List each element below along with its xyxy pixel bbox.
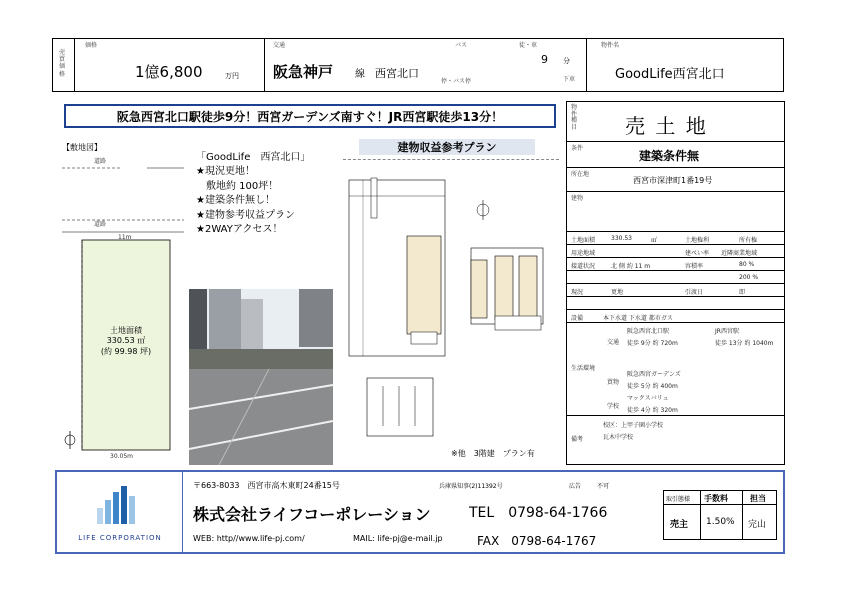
person-value: 完山 (748, 520, 767, 530)
step-label: 下車 (563, 76, 576, 83)
header (52, 38, 784, 92)
location-label: 所在地 (571, 171, 590, 178)
land-right-label: 土地権利 (685, 237, 710, 244)
feature-item: ★現況更地！ (196, 166, 255, 177)
condition-label: 条件 (571, 145, 584, 152)
plot-bottom-label: 30.05m (110, 453, 134, 460)
feature-item: ★建築条件無し！ (196, 195, 275, 206)
features-title: 「GoodLife 西宮北口」 (196, 152, 311, 163)
company-fax: FAX 0798-64-1767 (477, 534, 597, 548)
zoning-label: 用途地域 (571, 250, 596, 257)
station-2: JR西宮駅 (715, 328, 739, 335)
road-top-label: 道路 (94, 158, 107, 165)
feature-item: ★2WAYアクセス！ (196, 224, 283, 235)
company-footer (55, 470, 785, 554)
headline-banner (64, 104, 556, 128)
features (196, 150, 366, 238)
coverage-label: 建ぺい率 (685, 250, 710, 257)
plot-diagram (62, 140, 184, 464)
sale-label: 売買価格 (59, 49, 66, 78)
land-area-unit: ㎡ (651, 237, 658, 244)
floor-plan-diagram (343, 160, 559, 450)
condition-row (567, 142, 784, 168)
land-area-value: 330.53 (611, 235, 632, 242)
access-label: 交通 (607, 339, 620, 346)
bus-stop-label: 停・バス停 (441, 78, 472, 85)
facilities-value: 本下水道 下水道 都市ガス (603, 315, 673, 322)
price-cell (75, 39, 265, 91)
station-1-time: 徒歩 9分 約 720m (627, 340, 678, 347)
price-label: 価格 (85, 42, 98, 49)
fee-label: 手数料 (704, 494, 728, 503)
delivery-label: 引渡日 (685, 289, 704, 296)
company-address: 〒663-8033 西宮市高木東町24番15号 (193, 481, 340, 490)
env-label: 生活環境 (571, 365, 596, 372)
delivery-value: 即 (739, 289, 746, 296)
ad-label: 広告 (569, 483, 582, 490)
note-line-2: 瓦木中学校 (603, 434, 634, 441)
transport-label: 交通 (273, 42, 286, 49)
line-name: 阪急神戸 (273, 63, 334, 81)
kind-row (567, 102, 784, 142)
shop-2-time: 徒歩 4分 約 320m (627, 407, 678, 414)
address: 西宮市深津町1番19号 (633, 176, 713, 185)
road-label: 接道状況 (571, 263, 596, 270)
station-2-time: 徒歩 13分 約 1040m (715, 340, 774, 347)
shop-2: マックスバリュ (627, 395, 669, 402)
current-value: 更地 (611, 289, 624, 296)
price-value: 1億6,800 (135, 63, 203, 81)
bus-label: バス (455, 42, 468, 49)
coverage-value: 80 % (739, 261, 755, 268)
shopping-label: 買物 (607, 379, 620, 386)
feature-item: 敷地約 100坪！ (196, 180, 279, 192)
building-row (567, 192, 784, 232)
land-area-row (567, 232, 784, 245)
line-suffix: 線 (355, 69, 365, 80)
trade-table (663, 490, 777, 540)
logo-text: LIFE CORPORATION (78, 534, 162, 542)
facilities-row (567, 310, 784, 323)
site-photo (189, 289, 333, 465)
minute-unit: 分 (563, 57, 570, 65)
plan-title-text: 建物収益参考プラン (397, 141, 497, 154)
note-line-1: 校区：上甲子園小学校 (603, 422, 664, 429)
license-number: 兵庫県知事(2)11392号 (439, 483, 503, 490)
road-mid-label: 道路 (94, 221, 107, 228)
trade-label: 取引態様 (666, 496, 691, 503)
minutes: 9 (541, 53, 548, 66)
company-tel: TEL 0798-64-1766 (469, 505, 608, 521)
headline-text: 阪急西宮北口駅徒歩9分！西宮ガーデンズ南すぐ！JR西宮駅徒歩13分！ (116, 109, 504, 124)
notes-label: 備考 (571, 436, 584, 443)
condition-value: 建築条件無 (639, 149, 700, 163)
building-plan (343, 159, 559, 465)
far-row (567, 271, 784, 284)
station-name: 西宮北口 (375, 67, 419, 80)
road-value: 北 側 約 11 m (611, 263, 651, 270)
far-label: 容積率 (685, 263, 704, 270)
blank-row (567, 297, 784, 310)
logo-area (57, 472, 183, 552)
current-label: 現況 (571, 289, 584, 296)
ad-value: 不可 (597, 483, 610, 490)
feature-item: ★建物参考収益プラン (196, 209, 295, 221)
trade-value: 売主 (670, 520, 689, 530)
site-photo-image (189, 289, 333, 465)
property-name-label: 物件名 (601, 42, 620, 49)
environment-block (567, 323, 784, 416)
plot-map (62, 140, 184, 464)
school-label: 学校 (607, 403, 620, 410)
company-logo-icon (97, 486, 137, 526)
current-row (567, 284, 784, 297)
address-row (567, 168, 784, 192)
property-name: GoodLife西宮北口 (615, 67, 725, 82)
building-label: 建物 (571, 195, 584, 202)
walk-label: 徒・車 (519, 42, 538, 49)
far-value: 200 % (739, 274, 759, 281)
shop-1: 阪急西宮ガーデンズ (627, 371, 681, 378)
plot-area-tsubo: (約 99.98 坪) (100, 346, 152, 356)
company-web[interactable]: WEB: http//www.life-pj.com/ (193, 534, 305, 543)
company-name: 株式会社ライフコーポレーション (193, 505, 431, 524)
person-label: 担当 (750, 494, 766, 503)
plot-area-label: 土地面積 (110, 326, 142, 335)
shop-1-time: 徒歩 5分 約 400m (627, 383, 678, 390)
zoning-value: 近隣商業地域 (721, 250, 758, 257)
land-right-value: 所有権 (739, 237, 758, 244)
station-1: 阪急西宮北口駅 (627, 328, 670, 335)
plan-title (359, 139, 535, 155)
transport-cell (265, 39, 587, 91)
property-kind: 売 土 地 (625, 114, 708, 138)
plot-area-block (84, 326, 168, 357)
plan-note: ※他 3階建 プラン有 (451, 449, 535, 458)
plot-width-label: 11m (118, 234, 132, 241)
property-details (566, 101, 785, 465)
facilities-label: 設備 (571, 315, 584, 322)
sale-label-cell (53, 39, 75, 91)
price-unit: 万円 (225, 72, 239, 80)
fee-value: 1.50% (706, 517, 735, 527)
notes-block (567, 416, 784, 466)
land-area-label: 土地面積 (571, 237, 596, 244)
zoning-row (567, 245, 784, 258)
company-mail[interactable]: MAIL: life-pj@e-mail.jp (353, 534, 443, 543)
plot-area-value: 330.53 ㎡ (106, 336, 146, 346)
plot-title: 【敷地図】 (62, 143, 102, 152)
property-name-cell (587, 39, 785, 91)
kind-label: 物件種目 (571, 104, 578, 131)
road-row (567, 258, 784, 271)
